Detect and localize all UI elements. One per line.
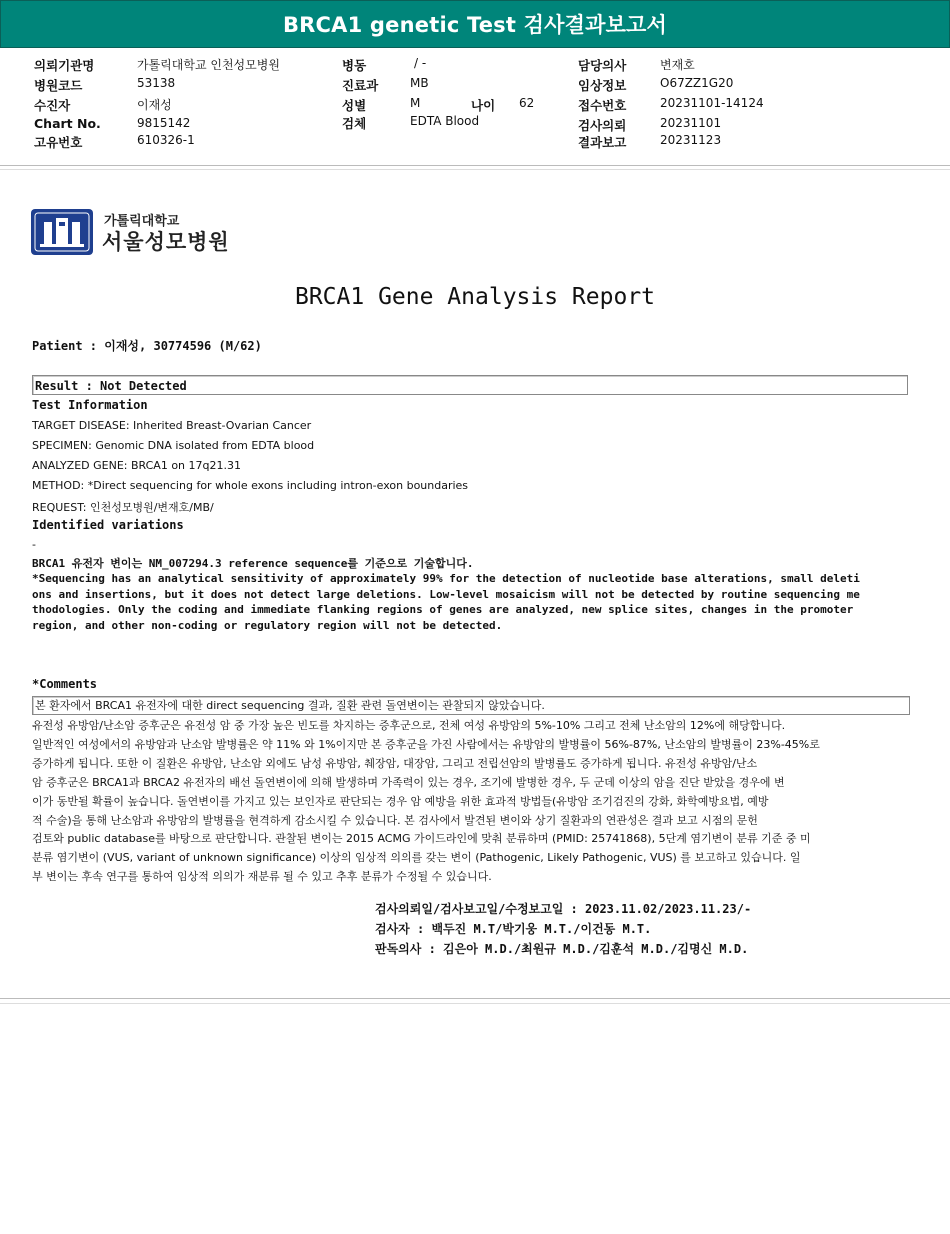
header-value: 53138	[137, 76, 176, 90]
comment-text: 유전성 유방암/난소암 증후군은 유전성 암 중 가장 높은 빈도를 차지하는 증후군으로, 전체 여성 유방암의 5%-10% 그리고 전체 난소암의 12%에 해당합니다. 일반적인 여성에서의 유방암과 난소암 발병률은 약 11% 와 1%이지만 본 증후군을 가진 사람에서는 유방암의 발병률이 56%-87%, 난소암의 발병률이 23%-45%로 증가하게 됩니다. 또한 이 질환은 유방암, 난소암 외에도 남성 유방암, 췌장암, 대장암, 그리고 전립선암의 발병률도 증가하게 됩니다. 유전성 유방암/난소 암 증후군은 BRCA1과 BRCA2 유전자의 배선 돌연변이에 의해 발생하며 가족력이 있는 경우, 조기에 발병한 경우, 두 군데 이상의 암을 진단 받았을 경우에 변 이가 동반될 확률이 높습니다. 돌연변이를 가지고 있는 보인자로 판단되는 경우 암 예방을 위한 효과적 방법들(유방암 조기검진의 강화, 화학예방요법, 예방 적 수술)을 통해 난소암과 유방암의 발병률을 현격하게 감소시킬 수 있습니다. 본 검사에서 발견된 변이와 상기 질환과의 연관성은 결과 보고 시점의 문헌 검토와 public database를 바탕으로 판단합니다. 관찰된 변이는 2015 ACMG 가이드라인에 맞춰 분류하며 (PMID: 25741868), 5단계 염기변이 분류 기준 중 미 분류 염기변이 (VUS, variant of unknown significance) 이상의 임상적 의의를 갖는 변이 (Pathogenic, Likely Pathogenic, VUS) 를 보고하고 있습니다. 일 부 변이는 후속 연구를 통하여 임상적 의의가 재분류 될 수 있고 추후 분류가 수정될 수 있습니다.	[32, 719, 820, 884]
header-label: 임상정보	[578, 78, 627, 93]
header-label: 고유번호	[34, 135, 83, 150]
header-value: / -	[414, 56, 427, 70]
test-info-line: SPECIMEN: Genomic DNA isolated from EDTA blood	[32, 439, 315, 452]
header-value: 가톨릭대학교 인천성모병원	[137, 58, 280, 72]
header-value: 이재성	[137, 98, 172, 112]
reference-note: BRCA1 유전자 변이는 NM_007294.3 reference sequence를 기준으로 기술합니다.	[32, 557, 474, 570]
header-value: EDTA Blood	[410, 114, 480, 128]
header-value: 9815142	[137, 116, 191, 130]
header-value: M	[410, 96, 421, 110]
header-value-age: 62	[519, 96, 535, 110]
header-value: 20231123	[660, 133, 722, 147]
header-label: 의뢰기관명	[34, 58, 95, 73]
test-info-line: METHOD: *Direct sequencing for whole exons including intron-exon boundaries	[32, 479, 469, 492]
test-info-line: ANALYZED GENE: BRCA1 on 17q21.31	[32, 459, 241, 472]
identified-heading: Identified variations	[32, 518, 184, 532]
report-dates: 검사의뢰일/검사보고일/수정보고일 : 2023.11.02/2023.11.23/-	[375, 902, 752, 916]
header-value: O67ZZ1G20	[660, 76, 734, 90]
logo-hospital-name: 서울성모병원	[102, 230, 230, 254]
header-info	[0, 52, 950, 152]
identified-value: -	[32, 538, 36, 551]
header-value: 20231101	[660, 116, 722, 130]
header-value: 610326-1	[137, 133, 195, 147]
header-value: MB	[410, 76, 429, 90]
header-label: 검사의뢰	[578, 118, 627, 133]
header-label: 검체	[342, 116, 367, 131]
logo-university-name: 가톨릭대학교	[104, 214, 180, 229]
comments-heading: *Comments	[32, 677, 98, 691]
divider	[0, 1003, 950, 1004]
divider	[0, 165, 950, 166]
header-label: 성별	[342, 98, 367, 113]
test-info-line: REQUEST: 인천성모병원/변재호/MB/	[32, 501, 214, 514]
header-label: 결과보고	[578, 135, 627, 150]
technologists: 검사자 : 백두진 M.T/박기웅 M.T./이건동 M.T.	[375, 922, 652, 936]
header-label-age: 나이	[471, 98, 496, 113]
header-value: 변재호	[660, 58, 695, 72]
header-label: 병동	[342, 58, 367, 73]
test-info-heading: Test Information	[32, 398, 148, 412]
sensitivity-note: *Sequencing has an analytical sensitivity of approximately 99% for the detection of nucleotide base alterations, small deleti ons and insertions, but it does not detect large deletions. Low-level mosaicism will not be detected by routine sequencing me thodologies. Only the coding and immediate flanking regions of genes are analyzed, new splice sites, changes in the promoter region, and other non-coding or regulatory region will not be detected.	[32, 572, 860, 633]
report-title-bar: BRCA1 genetic Test 검사결과보고서	[0, 0, 950, 48]
comment-box: 본 환자에서 BRCA1 유전자에 대한 direct sequencing 결과, 질환 관련 돌연변이는 관찰되지 않았습니다.	[32, 696, 910, 715]
page-title: BRCA1 Gene Analysis Report	[294, 284, 656, 310]
patient-line: Patient : 이재성, 30774596 (M/62)	[32, 339, 262, 353]
divider	[0, 998, 950, 999]
hospital-emblem-icon	[30, 208, 94, 256]
header-label: 병원코드	[34, 78, 83, 93]
result-box: Result : Not Detected	[32, 375, 908, 395]
header-label: 진료과	[342, 78, 379, 93]
header-label: Chart No.	[34, 116, 101, 131]
header-label: 접수번호	[578, 98, 627, 113]
divider	[0, 169, 950, 170]
pathologists: 판독의사 : 김은아 M.D./최원규 M.D./김훈석 M.D./김명신 M.D.	[375, 942, 749, 956]
header-label: 담당의사	[578, 58, 627, 73]
header-label: 수진자	[34, 98, 71, 113]
test-info-line: TARGET DISEASE: Inherited Breast-Ovarian Cancer	[32, 419, 312, 432]
header-value: 20231101-14124	[660, 96, 764, 110]
